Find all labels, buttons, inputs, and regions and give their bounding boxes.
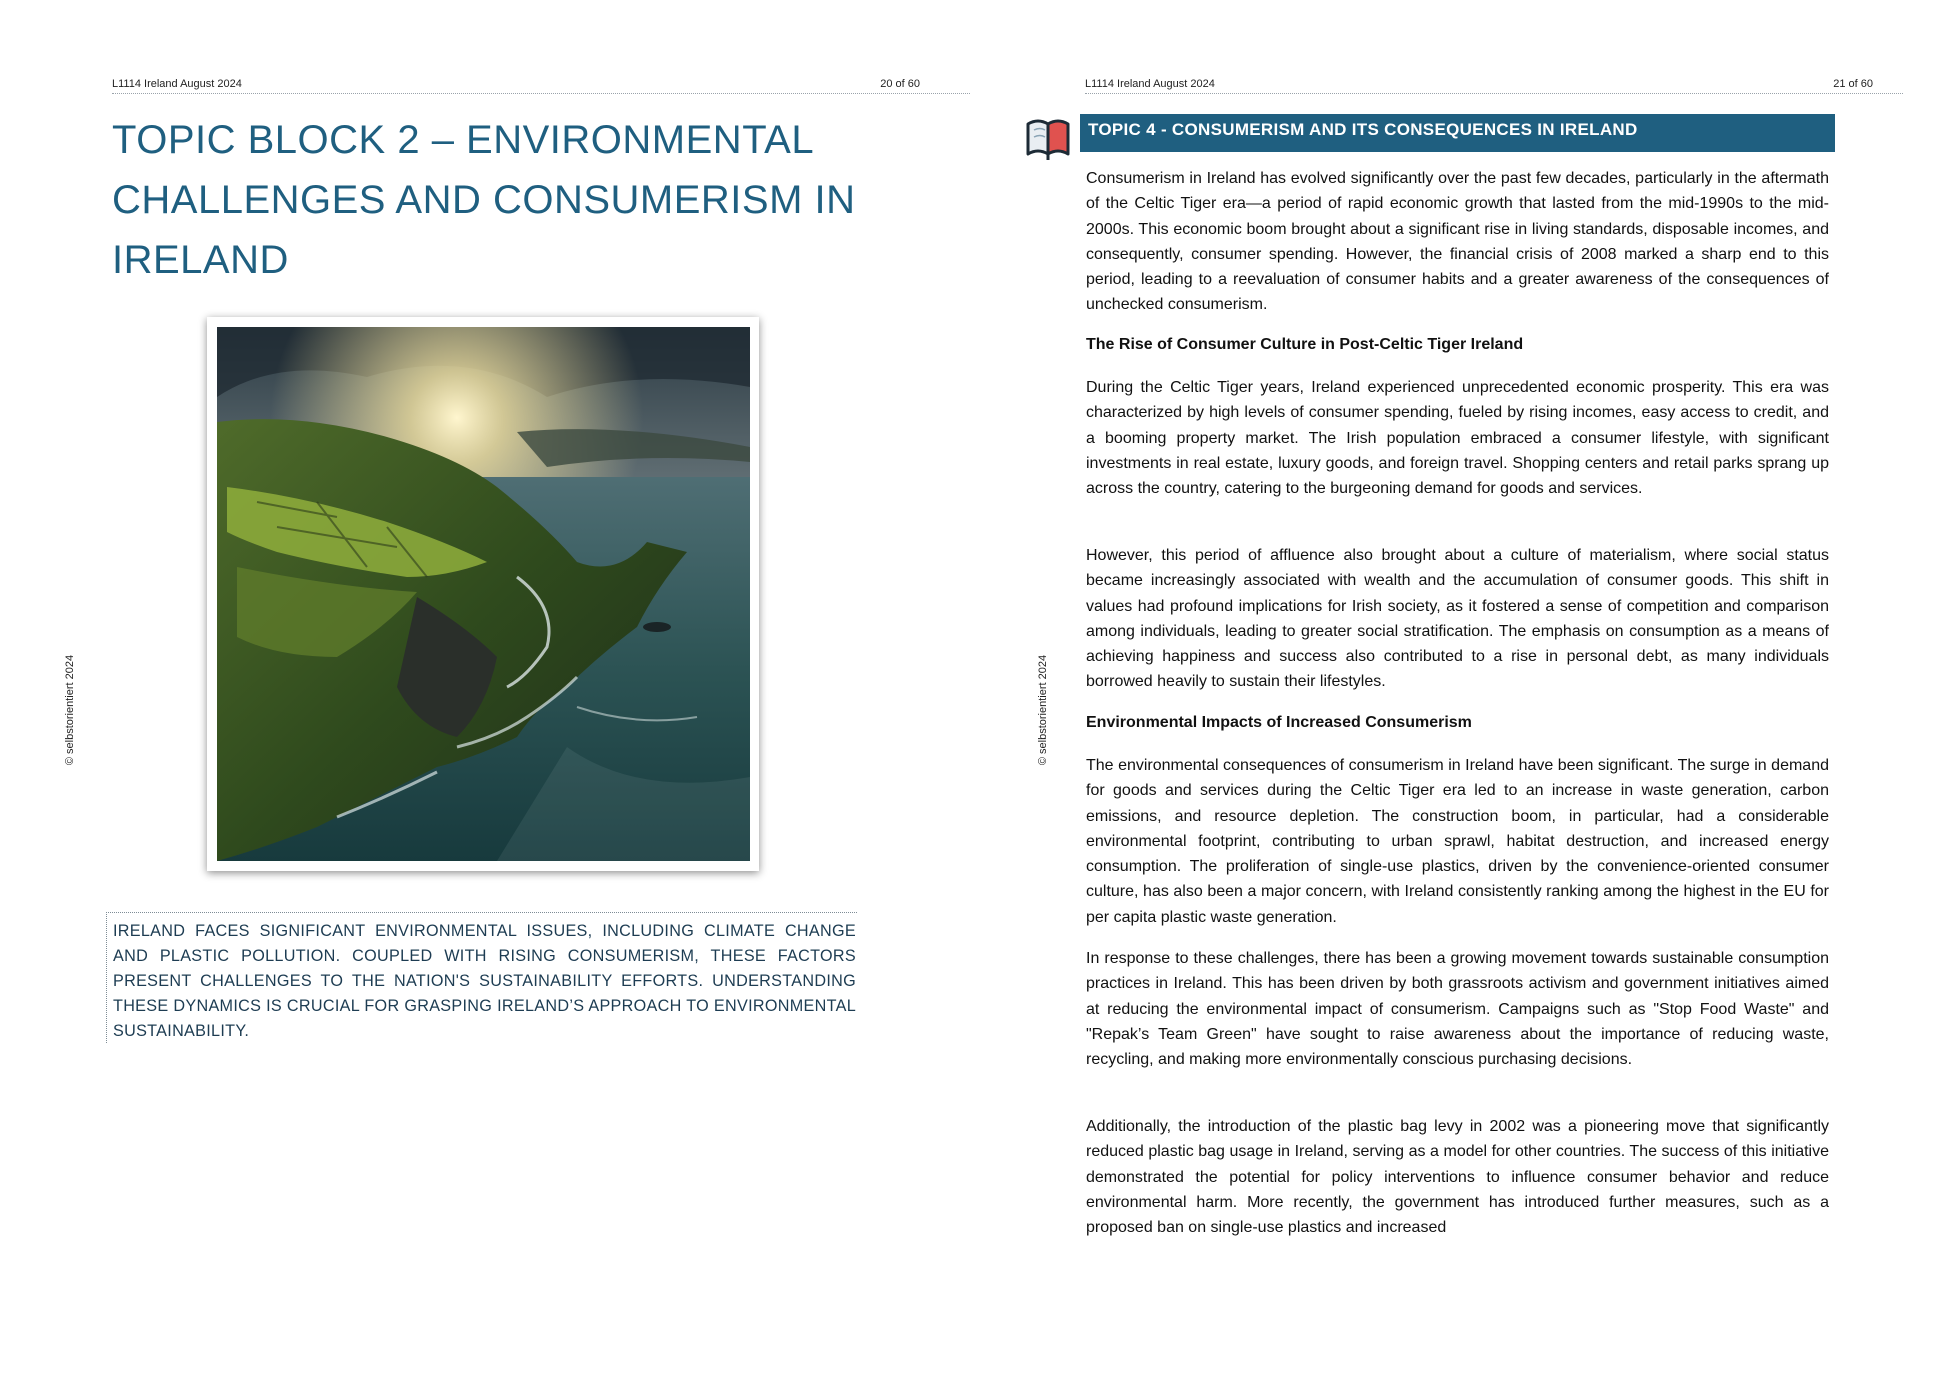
header-page-number: 21 of 60 [1833,78,1873,90]
subheading: The Rise of Consumer Culture in Post-Celtic Tiger Ireland [1086,336,1524,353]
intro-text: IRELAND FACES SIGNIFICANT ENVIRONMENTAL ISSUES, INCLUDING CLIMATE CHANGE AND PLASTIC POLLUTION. COUPLED WITH RISING CONSUMERISM, THESE FACTORS PRESENT CHALLENGES TO THE NATION'S SUSTAINABILITY EFFORTS. UNDERSTANDING THESE DYNAMICS IS CRUCIAL FOR GRASPING IRELAND’S APPROACH TO ENVIRONMENTAL SUSTAINABILITY. [113,922,856,1040]
page-title: TOPIC BLOCK 2 – ENVIRONMENTAL CHALLENGES AND CONSUMERISM IN IRELAND [112,118,856,282]
header-doc-id: L1114 Ireland August 2024 [1085,78,1215,90]
subheading: Environmental Impacts of Increased Consumerism [1086,714,1472,731]
page-header [112,76,970,94]
paragraph: Consumerism in Ireland has evolved significantly over the past few decades, particularly in the aftermath of the Celtic Tiger era—a period of rapid economic growth that lasted from the mid-1990s to the mid-2000s. This economic boom brought about a significant rise in living standards, disposable incomes, and consequently, consumer spending. However, the financial crisis of 2008 marked a sharp end to this period, leading to a reevaluation of consumer habits and a greater awareness of the consequences of unchecked consumerism. [1086,170,1829,314]
open-book-icon [1024,110,1072,162]
page-header [1085,76,1903,94]
topic-heading [1080,114,1835,151]
right-page [973,0,1946,1373]
copyright-notice: © selbstorientiert 2024 [1037,654,1049,766]
header-doc-id: L1114 Ireland August 2024 [112,78,242,90]
header-page-number: 20 of 60 [880,78,920,90]
paragraph: However, this period of affluence also brought about a culture of materialism, where social status became increasingly associated with wealth and the accumulation of consumer goods. This shift in values had profound implications for Irish society, as it fostered a sense of competition and comparison among individuals, leading to greater social stratification. The emphasis on consumption as a means of achieving happiness and success also contributed to a rise in personal debt, as many individuals borrowed heavily to sustain their lifestyles. [1086,547,1829,691]
paragraph: Additionally, the introduction of the plastic bag levy in 2002 was a pioneering move that significantly reduced plastic bag usage in Ireland, serving as a model for other countries. The success of this initiative demonstrated the potential for policy interventions to influence consumer behavior and reduce environmental harm. More recently, the government has introduced further measures, such as a proposed ban on single-use plastics and increased [1086,1118,1829,1237]
intro-box [106,912,857,1043]
paragraph: In response to these challenges, there has been a growing movement towards sustainable consumption practices in Ireland. This has been driven by both grassroots activism and government initiatives aimed at reducing the environmental impact of consumerism. Campaigns such as "Stop Food Waste" and "Repak’s Team Green" have sought to raise awareness about the importance of reducing waste, recycling, and making more environmentally conscious purchasing decisions. [1086,950,1829,1069]
topic-heading-text: TOPIC 4 - CONSUMERISM AND ITS CONSEQUENCES IN IRELAND [1088,120,1638,139]
photo-frame [207,317,759,871]
paragraph: During the Celtic Tiger years, Ireland experienced unprecedented economic prosperity. This era was characterized by high levels of consumer spending, fueled by rising incomes, easy access to credit, and a booming property market. The Irish population embraced a consumer lifestyle, with significant investments in real estate, luxury goods, and foreign travel. Shopping centers and retail parks sprang up across the country, catering to the burgeoning demand for goods and services. [1086,379,1829,498]
paragraph: The environmental consequences of consumerism in Ireland have been significant. The surge in demand for goods and services during the Celtic Tiger era led to an increase in waste generation, carbon emissions, and resource depletion. The construction boom, in particular, had a considerable environmental footprint, contributing to urban sprawl, habitat destruction, and increased energy consumption. The proliferation of single-use plastics, driven by the convenience-oriented consumer culture, has also been a major concern, with Ireland consistently ranking among the highest in the EU for per capita plastic waste generation. [1086,757,1829,926]
copyright-notice: © selbstorientiert 2024 [64,654,76,766]
coastline-photo [217,327,750,861]
